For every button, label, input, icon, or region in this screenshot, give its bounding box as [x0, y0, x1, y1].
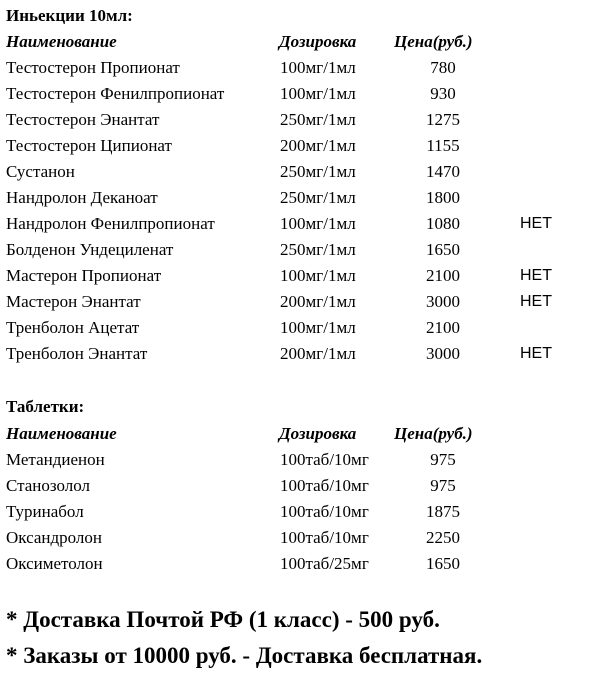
- item-name: Тренболон Энантат: [6, 344, 148, 363]
- item-price: 975: [430, 476, 456, 495]
- item-dose: 100мг/1мл: [280, 58, 356, 77]
- item-price: 1275: [426, 110, 460, 129]
- table-row: [0, 55, 591, 81]
- item-price: 2100: [426, 266, 460, 285]
- table-row: [0, 133, 591, 159]
- item-availability: НЕТ: [520, 215, 552, 232]
- table-row: [0, 289, 591, 315]
- table-row: [0, 159, 591, 185]
- item-price: 2250: [426, 528, 460, 547]
- item-name: Нандролон Фенилпропионат: [6, 214, 215, 233]
- header-name: Наименование: [6, 424, 117, 443]
- table-row: [0, 551, 591, 577]
- item-name: Тестостерон Пропионат: [6, 58, 180, 77]
- table-row: [0, 473, 591, 499]
- item-name: Тестостерон Энантат: [6, 110, 160, 129]
- item-price: 930: [430, 84, 456, 103]
- free-delivery-note: * Заказы от 10000 руб. - Доставка бесплатная.: [6, 643, 483, 668]
- item-dose: 100мг/1мл: [280, 318, 356, 337]
- item-name: Тестостерон Ципионат: [6, 136, 172, 155]
- item-name: Нандролон Деканоат: [6, 188, 158, 207]
- item-dose: 100таб/10мг: [280, 476, 369, 495]
- table-row: [0, 263, 591, 289]
- item-name: Метандиенон: [6, 450, 105, 469]
- item-price: 2100: [426, 318, 460, 337]
- header-dose: Дозировка: [279, 424, 357, 443]
- item-availability: НЕТ: [520, 267, 552, 284]
- item-price: 1470: [426, 162, 460, 181]
- item-dose: 100таб/25мг: [280, 554, 369, 573]
- item-dose: 100мг/1мл: [280, 84, 356, 103]
- header-price: Цена(руб.): [394, 424, 473, 443]
- table-row: [0, 211, 591, 237]
- item-price: 1800: [426, 188, 460, 207]
- table-row: [0, 237, 591, 263]
- item-dose: 250мг/1мл: [280, 188, 356, 207]
- table-row: [0, 315, 591, 341]
- item-price: 1875: [426, 502, 460, 521]
- item-dose: 100мг/1мл: [280, 214, 356, 233]
- item-name: Туринабол: [6, 502, 84, 521]
- table-row: [0, 447, 591, 473]
- table-row: [0, 341, 591, 367]
- item-dose: 200мг/1мл: [280, 344, 356, 363]
- item-price: 975: [430, 450, 456, 469]
- table-row: [0, 185, 591, 211]
- tablets-table-header: [0, 423, 591, 445]
- item-availability: НЕТ: [520, 345, 552, 362]
- header-price: Цена(руб.): [394, 32, 473, 51]
- item-price: 1155: [426, 136, 460, 155]
- item-dose: 250мг/1мл: [280, 162, 356, 181]
- table-row: [0, 525, 591, 551]
- header-name: Наименование: [6, 32, 117, 51]
- item-price: 3000: [426, 292, 460, 311]
- item-name: Мастерон Энантат: [6, 292, 141, 311]
- injections-section-title: Иньекции 10мл:: [6, 6, 133, 25]
- item-dose: 200мг/1мл: [280, 292, 356, 311]
- tablets-section-title: Таблетки:: [6, 397, 85, 416]
- item-price: 1650: [426, 240, 460, 259]
- item-name: Сустанон: [6, 162, 75, 181]
- item-name: Тренболон Ацетат: [6, 318, 140, 337]
- item-name: Тестостерон Фенилпропионат: [6, 84, 225, 103]
- item-name: Оксандролон: [6, 528, 103, 547]
- item-price: 3000: [426, 344, 460, 363]
- table-row: [0, 499, 591, 525]
- item-name: Мастерон Пропионат: [6, 266, 162, 285]
- table-row: [0, 107, 591, 133]
- item-dose: 100таб/10мг: [280, 528, 369, 547]
- table-row: [0, 81, 591, 107]
- item-name: Оксиметолон: [6, 554, 103, 573]
- item-availability: НЕТ: [520, 293, 552, 310]
- item-dose: 100таб/10мг: [280, 450, 369, 469]
- item-price: 1080: [426, 214, 460, 233]
- item-dose: 200мг/1мл: [280, 136, 356, 155]
- item-name: Болденон Ундециленат: [6, 240, 174, 259]
- item-dose: 100таб/10мг: [280, 502, 369, 521]
- header-dose: Дозировка: [279, 32, 357, 51]
- item-dose: 250мг/1мл: [280, 240, 356, 259]
- item-dose: 100мг/1мл: [280, 266, 356, 285]
- item-dose: 250мг/1мл: [280, 110, 356, 129]
- item-price: 1650: [426, 554, 460, 573]
- injections-table-header: [0, 31, 591, 53]
- item-name: Станозолол: [6, 476, 91, 495]
- item-price: 780: [430, 58, 456, 77]
- delivery-note: * Доставка Почтой РФ (1 класс) - 500 руб.: [6, 607, 440, 632]
